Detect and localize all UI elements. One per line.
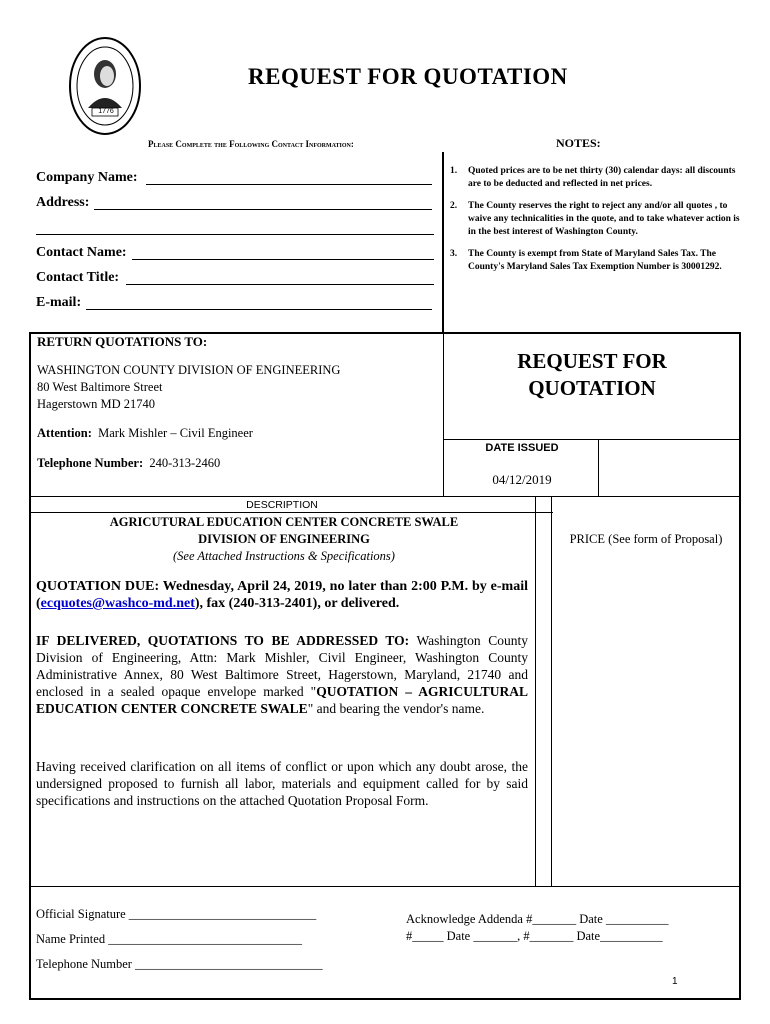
note-item: 1. Quoted prices are to be net thirty (30) calendar days: all discounts are to be deducted and reflected in net prices. (450, 166, 736, 189)
email-label: E-mail: (36, 295, 82, 310)
addenda-field-1[interactable]: Acknowledge Addenda #_______ Date __________ (406, 912, 669, 926)
company-name-label: Company Name: (36, 170, 138, 185)
contact-instructions: Please Complete the Following Contact Information: (148, 139, 354, 149)
signature-top-line (29, 886, 740, 887)
notes-title: NOTES: (556, 136, 601, 150)
telephone-number-field[interactable]: Telephone Number ______________________________ (36, 957, 323, 971)
clarification-text: Having received clarification on all items of conflict or upon which any doubt arose, the undersigned proposed to furnish all labor, materials and equipment called for by said specifications and instructions on the attached Quotation Proposal Form. (36, 759, 528, 808)
return-divider (443, 332, 444, 497)
contact-name-label: Contact Name: (36, 245, 127, 260)
description-top-line (29, 496, 740, 497)
address-field[interactable] (94, 209, 432, 210)
description-label: DESCRIPTION (246, 499, 318, 511)
date-issued-label: DATE ISSUED (485, 442, 559, 454)
rfq-heading: REQUEST FOR QUOTATION (517, 349, 667, 400)
price-divider-left (535, 496, 536, 886)
address-label: Address: (36, 195, 90, 210)
contact-title-label: Contact Title: (36, 270, 120, 285)
name-printed-field[interactable]: Name Printed _______________________________ (36, 932, 302, 946)
price-divider-right (551, 496, 552, 886)
return-street: 80 West Baltimore Street (37, 380, 163, 394)
date-divider (598, 439, 599, 497)
page-title: REQUEST FOR QUOTATION (248, 64, 568, 89)
return-heading: RETURN QUOTATIONS TO: (37, 334, 208, 349)
page-number: 1 (672, 976, 678, 987)
quotation-due: QUOTATION DUE: Wednesday, April 24, 2019, no later than 2:00 P.M. by e-mail (ecquotes@washco-md.net), fax (240-313-2401), or delivered. (36, 579, 528, 611)
description-label-line (29, 512, 553, 513)
delivery-instructions: IF DELIVERED, QUOTATIONS TO BE ADDRESSED TO: Washington County Division of Engineering, Attn: Mark Mishler, Civil Engineer, Washington County Administrative Annex, 80 West Baltimore Street, Hagerstown, Maryland, 21740 and enclosed in a sealed opaque envelope marked "QUOTATION – AGRICULTURAL EDUCATION CENTER CONCRETE SWALE" and bearing the vendor's name. (36, 633, 529, 716)
company-name-field[interactable] (146, 184, 432, 185)
price-label: PRICE (See form of Proposal) (569, 532, 723, 546)
note-item: 2. The County reserves the right to reject any and/or all quotes , to waive any technicalities in the quote, and to take whatever action is in the best interest of Washington County. (450, 201, 740, 237)
address-field-line2[interactable] (36, 234, 434, 235)
return-org: WASHINGTON COUNTY DIVISION OF ENGINEERING (37, 363, 341, 377)
note-item: 3. The County is exempt from State of Maryland Sales Tax. The County's Maryland Sales Tax Exemption Number is 30001292. (450, 249, 722, 272)
date-top-line (443, 439, 740, 440)
telephone-line: Telephone Number: 240-313-2460 (37, 456, 221, 470)
contact-title-field[interactable] (126, 284, 434, 285)
return-city: Hagerstown MD 21740 (37, 397, 156, 411)
date-issued-value: 04/12/2019 (492, 472, 552, 487)
notes-list (450, 165, 740, 283)
official-signature-field[interactable]: Official Signature ______________________________ (36, 907, 317, 921)
header-divider (442, 152, 444, 332)
email-link[interactable]: ecquotes@washco-md.net (40, 596, 195, 611)
county-seal (68, 36, 142, 136)
addenda-field-2[interactable]: #_____ Date _______, #_______ Date__________ (406, 929, 663, 943)
project-title: AGRICUTURAL EDUCATION CENTER CONCRETE SWALE DIVISION OF ENGINEERING (See Attached Instructions & Specifications) (109, 515, 459, 563)
seal-year: 1776 (98, 108, 114, 115)
contact-name-field[interactable] (132, 259, 434, 260)
email-field[interactable] (86, 309, 432, 310)
attention-line: Attention: Mark Mishler – Civil Engineer (37, 426, 253, 440)
